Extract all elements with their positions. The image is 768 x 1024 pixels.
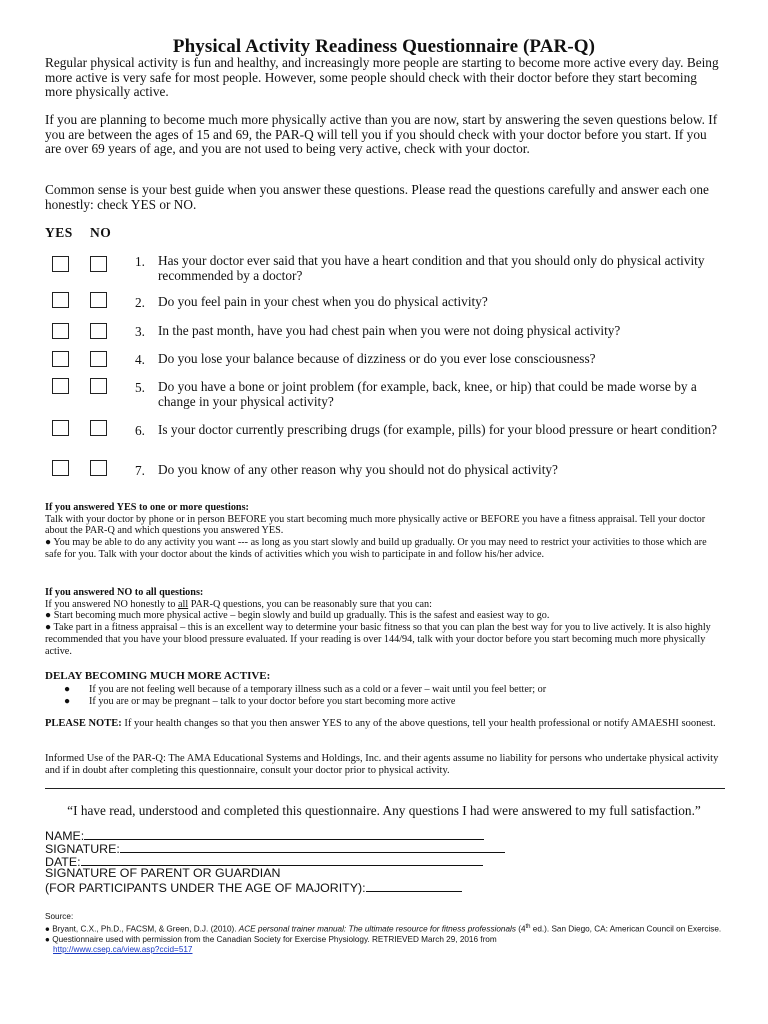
q3-yes-checkbox[interactable] [52, 323, 69, 339]
please-note-text: If your health changes so that you then answer YES to any of the above questions, tell your health professional or notify AMAESHI soonest. [121, 718, 716, 729]
no-section [45, 587, 725, 657]
q2-yes-checkbox[interactable] [52, 292, 69, 308]
divider-line [45, 788, 725, 789]
q1-text: Has your doctor ever said that you have a heart condition and that you should only do physical activity recommended by a doctor? [158, 253, 705, 283]
q1-number: 1. [135, 254, 145, 269]
no-section-heading: If you answered NO to all questions: [45, 587, 204, 598]
q5-text: Do you have a bone or joint problem (for example, back, knee, or hip) that could be made worse by a change in your physical activity? [158, 379, 697, 409]
delay-heading: DELAY BECOMING MUCH MORE ACTIVE: [45, 670, 271, 682]
name-row: NAME: [45, 828, 484, 843]
q3-no-checkbox[interactable] [90, 323, 107, 339]
yes-section-text: Talk with your doctor by phone or in person BEFORE you start becoming much more physically active or BEFORE you have a fitness appraisal. Tell your doctor about the PAR-Q and which questions you answered YES. [45, 513, 706, 537]
yes-section [45, 502, 725, 561]
parq-page: Physical Activity Readiness Questionnaire (PAR-Q) Regular physical activity is fun and healthy, and increasingly more people are starting to become more active every day. Being more active is very safe for most people. However, some people should check with their doctor before they start becoming more physically active. If you are planning to become much more physically active than you are now, start by answering the seven questions below. If you are between the ages of 15 and 69, the PAR-Q will tell you if you should check with your doctor before you start. If you are over 69 years of age, and you are not used to being very active, check with your doctor. Common sense is your best guide when you answer these questions. Please read the questions carefully and answer each one honestly: check YES or NO. YES NO 1. Has your doctor ever said that you have a heart condition and that you should only do physical activity recommended by a doctor? 2. Do you feel pain in your chest when you do physical activity? 3. In the past month, have you had chest pain when you were not doing physical activity? 4. Do you lose your balance because of dizziness or do you ever lose consciousness? 5. Do you have a bone or joint problem (for example, back, knee, or hip) that could be made worse by a change in your physical activity? 6. Is your doctor currently prescribing drugs (for example, pills) for your blood pressure or heart condition? 7. Do you know of any other reason why you should not do physical activity? If you answered YES to one or more questions: Talk with your doctor by phone or in person BEFORE you start becoming much more physically active or BEFORE you have a fitness appraisal. Tell your doctor about the PAR-Q and which questions you answered YES. ● You may be able to do any activity you want --- as long as you start slowly and build up gradually. Or you may need to restrict your activities to those which are safe for you. Talk with your doctor about the kinds of activities which you wish to participate in and follow his/her advice. If you answered NO to all questions: If you answered NO honestly to all PAR-Q questions, you can be reasonably sure that you can: ● Start becoming much more physical active – begin slowly and build up gradually. This is the safest and easiest way to go. ● Take part in a fitness appraisal – this is an excellent way to determine your basic fitness so that you can plan the best way for you to live actively. It is also highly recommended that you have your blood pressure evaluated. If your reading is over 144/94, talk with your doctor before you start becoming much more physically active. DELAY BECOMING MUCH MORE ACTIVE: ● If you are not feeling well because of a temporary illness such as a cold or a fever – wait until you feel better; or ● If you are or may be pregnant – talk to your doctor before you start becoming more active PLEASE NOTE: If your health changes so that you then answer YES to any of the above questions, tell your health professional or notify AMAESHI soonest. Informed Use of the PAR-Q: The AMA Educational Systems and Holdings, Inc. and their agents assume no liability for persons who undertake physical activity and if in doubt after completing this questionnaire, consult your doctor prior to physical activity. “I have read, understood and completed this questionnaire. Any questions I had were answered to my full satisfaction.” NAME: SIGNATURE: DATE: SIGNATURE OF PARENT OR GUARDIAN (FOR PARTICIPANTS UNDER THE AGE OF MAJORITY): Source: ● Bryant, C.X., Ph.D., FACSM, & Green, D.J. (2010). ACE personal trainer manual: The ultimate resource for fitness professionals (4th ed.). San Diego, CA: American Council on Exercise. ● Questionnaire used with permission from the Canadian Society for Exercise Physiology. RETRIEVED March 29, 2016 from http://www.csep.ca/view.asp?ccid=517 [0, 0, 768, 1024]
q6-number: 6. [135, 423, 145, 438]
delay-bullet-2: ● [64, 696, 71, 707]
q7-text: Do you know of any other reason why you should not do physical activity? [158, 462, 558, 477]
q2-number: 2. [135, 295, 145, 310]
participants-row: (FOR PARTICIPANTS UNDER THE AGE OF MAJORITY): [45, 880, 462, 895]
q7-no-checkbox[interactable] [90, 460, 107, 476]
please-note [45, 718, 725, 730]
q6-yes-checkbox[interactable] [52, 420, 69, 436]
yes-section-heading: If you answered YES to one or more questions: [45, 502, 249, 513]
intro-paragraph-2: If you are planning to become much more physically active than you are now, start by answering the seven questions below. If you are between the ages of 15 and 69, the PAR-Q will tell you if you should check with your doctor before you start. If you are over 69 years of age, and you are not used to being very active, check with your doctor. [45, 112, 718, 157]
intro-paragraph-3: Common sense is your best guide when you answer these questions. Please read the questions carefully and answer each one honestly: check YES or NO. [45, 182, 709, 212]
q7-yes-checkbox[interactable] [52, 460, 69, 476]
no-bullet-marker-2: ● [45, 622, 54, 634]
source-link[interactable]: http://www.csep.ca/view.asp?ccid=517 [53, 944, 193, 954]
name-input[interactable] [84, 828, 484, 840]
q5-number: 5. [135, 380, 145, 395]
please-note-label: PLEASE NOTE: [45, 718, 122, 729]
date-input[interactable] [81, 854, 483, 866]
no-column-header: NO [90, 225, 112, 240]
q2-no-checkbox[interactable] [90, 292, 107, 308]
q5-no-checkbox[interactable] [90, 378, 107, 394]
yes-section-bullet: You may be able to do any activity you want --- as long as you start slowly and build up gradually. Or you may need to restrict your activities to those which are safe for you. Talk with your doctor about the kinds of activities which you wish to participate in and follow his/her advice. [45, 537, 707, 560]
q5-yes-checkbox[interactable] [52, 378, 69, 394]
page-title: Physical Activity Readiness Questionnaire (PAR-Q) [172, 36, 596, 57]
informed-use: Informed Use of the PAR-Q: The AMA Educational Systems and Holdings, Inc. and their agents assume no liability for persons who undertake physical activity and if in doubt after completing this questionnaire, consult your doctor prior to physical activity. [45, 753, 719, 776]
q4-text: Do you lose your balance because of dizziness or do you ever lose consciousness? [158, 351, 596, 366]
no-section-bullet-1: Start becoming much more physical active – begin slowly and build up gradually. This is the safest and easiest way to go. [53, 610, 550, 622]
q7-number: 7. [135, 463, 145, 478]
yes-bullet-marker: ● [45, 537, 54, 549]
source-section [45, 912, 735, 955]
q4-number: 4. [135, 352, 145, 367]
delay-bullet-1: ● [64, 684, 71, 695]
parent-signature-input[interactable] [366, 880, 462, 892]
q4-no-checkbox[interactable] [90, 351, 107, 367]
q2-text: Do you feel pain in your chest when you do physical activity? [158, 294, 488, 309]
intro-paragraph-1: Regular physical activity is fun and healthy, and increasingly more people are starting to become more active every day. Being more active is very safe for most people. However, some people should check with their doctor before they start becoming more physically active. [45, 55, 719, 100]
no-bullet-marker-1: ● [45, 610, 54, 622]
source-ref-1: ● Bryant, C.X., Ph.D., FACSM, & Green, D.J. (2010). ACE personal trainer manual: The ultimate resource for fitness professionals (4th ed.). San Diego, CA: American Council on Exercise. [45, 924, 722, 934]
q1-yes-checkbox[interactable] [52, 256, 69, 272]
yes-column-header: YES [45, 225, 73, 240]
signature-row: SIGNATURE: [45, 841, 505, 856]
q3-text: In the past month, have you had chest pain when you were not doing physical activity? [158, 323, 621, 338]
parent-signature-label: SIGNATURE OF PARENT OR GUARDIAN [45, 866, 281, 880]
no-section-text: If you answered NO honestly to all PAR-Q questions, you can be reasonably sure that you can: [45, 598, 432, 610]
q4-yes-checkbox[interactable] [52, 351, 69, 367]
q6-no-checkbox[interactable] [90, 420, 107, 436]
signature-input[interactable] [120, 841, 505, 853]
consent-quote: “I have read, understood and completed this questionnaire. Any questions I had were answered to my full satisfaction.” [67, 803, 701, 818]
no-section-bullet-2: Take part in a fitness appraisal – this is an excellent way to determine your basic fitness so that you can plan the best way for you to live actively. It is also highly recommended that you have your blood pressure evaluated. If your reading is over 144/94, talk with your doctor before you start becoming much more physically active. [45, 622, 711, 657]
q1-no-checkbox[interactable] [90, 256, 107, 272]
q6-text: Is your doctor currently prescribing drugs (for example, pills) for your blood pressure or heart condition? [158, 422, 718, 437]
date-row: DATE: [45, 854, 483, 869]
q3-number: 3. [135, 324, 145, 339]
source-ref-2: ● Questionnaire used with permission from the Canadian Society for Exercise Physiology. RETRIEVED March 29, 2016 from [45, 934, 497, 944]
source-label: Source: [45, 912, 74, 921]
